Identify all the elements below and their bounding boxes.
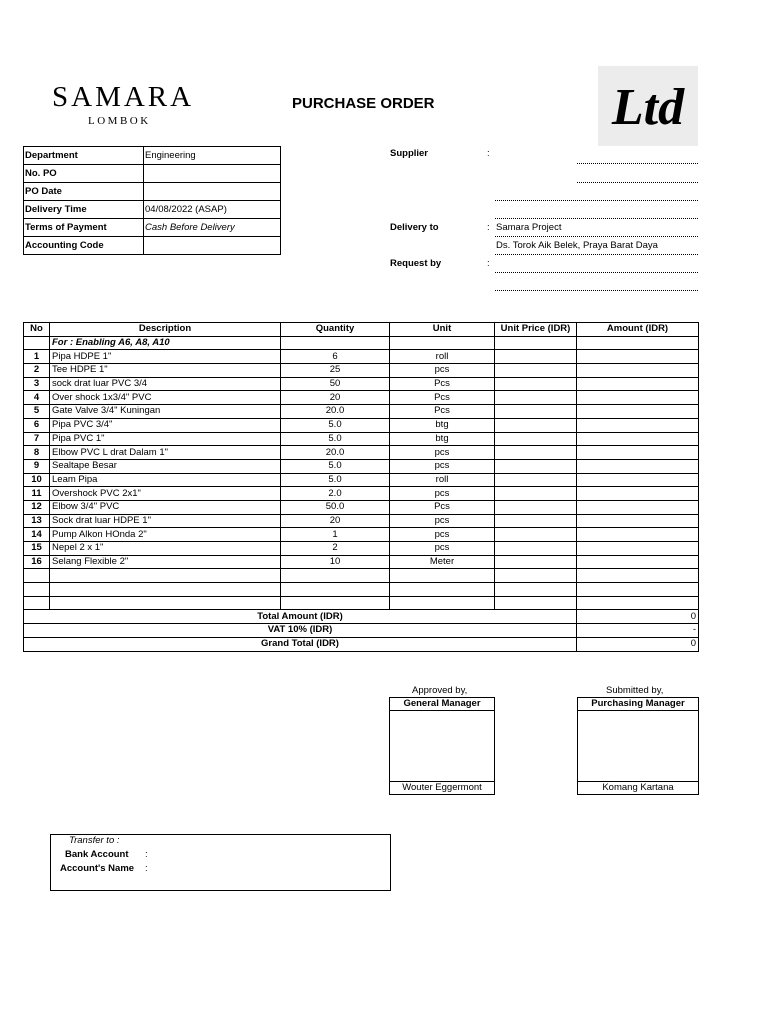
item-amount bbox=[577, 446, 699, 460]
item-unit-price bbox=[495, 350, 577, 364]
item-no: 13 bbox=[24, 514, 50, 528]
header-no: No bbox=[24, 323, 50, 337]
delivery-colon: : bbox=[487, 222, 490, 233]
supplier-label: Supplier bbox=[390, 148, 429, 159]
item-unit-price bbox=[495, 473, 577, 487]
info-row bbox=[24, 183, 281, 201]
info-label: Accounting Code bbox=[24, 237, 144, 255]
table-cell bbox=[281, 336, 390, 350]
header-unit: Unit bbox=[390, 323, 495, 337]
table-cell bbox=[495, 569, 577, 583]
item-quantity: 25 bbox=[281, 364, 390, 378]
supplier-line-4 bbox=[495, 218, 698, 219]
page-title: PURCHASE ORDER bbox=[292, 95, 435, 112]
item-quantity: 2.0 bbox=[281, 487, 390, 501]
approver-name: Wouter Eggermont bbox=[390, 781, 494, 794]
info-label: Delivery Time bbox=[24, 201, 144, 219]
account-name-label: Account's Name bbox=[60, 863, 135, 874]
table-cell bbox=[495, 596, 577, 610]
bank-account-colon: : bbox=[145, 849, 148, 860]
item-quantity: 20 bbox=[281, 514, 390, 528]
item-unit-price bbox=[495, 555, 577, 569]
table-row bbox=[24, 364, 699, 378]
item-quantity: 5.0 bbox=[281, 459, 390, 473]
item-quantity: 1 bbox=[281, 528, 390, 542]
project-subheader: For : Enabling A6, A8, A10 bbox=[50, 336, 281, 350]
table-row bbox=[24, 473, 699, 487]
item-amount bbox=[577, 514, 699, 528]
item-unit: pcs bbox=[390, 514, 495, 528]
item-description: Elbow PVC L drat Dalam 1" bbox=[50, 446, 281, 460]
item-unit: roll bbox=[390, 350, 495, 364]
supplier-line-1 bbox=[577, 163, 698, 164]
table-cell bbox=[390, 583, 495, 597]
header-unit-price: Unit Price (IDR) bbox=[495, 323, 577, 337]
item-amount bbox=[577, 391, 699, 405]
item-description: Pump Alkon HOnda 2" bbox=[50, 528, 281, 542]
table-cell bbox=[50, 569, 281, 583]
request-dotline-1 bbox=[495, 272, 698, 273]
item-no: 9 bbox=[24, 459, 50, 473]
request-dotline-2 bbox=[495, 290, 698, 291]
item-unit: btg bbox=[390, 432, 495, 446]
item-no: 4 bbox=[24, 391, 50, 405]
item-unit: pcs bbox=[390, 459, 495, 473]
item-amount bbox=[577, 350, 699, 364]
item-unit-price bbox=[495, 514, 577, 528]
table-cell bbox=[24, 596, 50, 610]
table-cell bbox=[390, 569, 495, 583]
table-cell bbox=[577, 336, 699, 350]
transfer-box bbox=[50, 834, 391, 891]
table-row bbox=[24, 350, 699, 364]
info-label: Department bbox=[24, 147, 144, 165]
bank-account-label: Bank Account bbox=[65, 849, 129, 860]
item-description: sock drat luar PVC 3/4 bbox=[50, 377, 281, 391]
table-cell bbox=[577, 569, 699, 583]
total-value: - bbox=[577, 624, 699, 638]
item-amount bbox=[577, 473, 699, 487]
approver-title: General Manager bbox=[390, 698, 494, 711]
table-row bbox=[24, 377, 699, 391]
header-description: Description bbox=[50, 323, 281, 337]
item-no: 6 bbox=[24, 418, 50, 432]
item-unit: Pcs bbox=[390, 405, 495, 419]
item-amount bbox=[577, 377, 699, 391]
submission-box bbox=[577, 697, 699, 795]
total-row bbox=[24, 624, 699, 638]
table-cell bbox=[577, 583, 699, 597]
info-value: Engineering bbox=[144, 147, 281, 165]
item-quantity: 5.0 bbox=[281, 473, 390, 487]
item-no: 14 bbox=[24, 528, 50, 542]
item-unit-price bbox=[495, 542, 577, 556]
header-quantity: Quantity bbox=[281, 323, 390, 337]
table-row bbox=[24, 487, 699, 501]
item-unit: Pcs bbox=[390, 377, 495, 391]
item-description: Pipa PVC 3/4" bbox=[50, 418, 281, 432]
item-description: Tee HDPE 1" bbox=[50, 364, 281, 378]
item-no: 16 bbox=[24, 555, 50, 569]
table-row bbox=[24, 391, 699, 405]
table-cell bbox=[390, 596, 495, 610]
brand-logo-text: Ltd bbox=[611, 79, 685, 136]
item-no: 3 bbox=[24, 377, 50, 391]
brand-logo-icon bbox=[598, 66, 698, 146]
item-no: 7 bbox=[24, 432, 50, 446]
table-cell bbox=[24, 336, 50, 350]
submitted-caption: Submitted by, bbox=[606, 685, 664, 696]
item-description: Gate Valve 3/4" Kuningan bbox=[50, 405, 281, 419]
item-amount bbox=[577, 364, 699, 378]
total-row bbox=[24, 637, 699, 651]
item-description: Over shock 1x3/4" PVC bbox=[50, 391, 281, 405]
item-quantity: 20.0 bbox=[281, 446, 390, 460]
item-unit-price bbox=[495, 528, 577, 542]
info-label: PO Date bbox=[24, 183, 144, 201]
empty-row bbox=[24, 596, 699, 610]
delivery-dotline-1 bbox=[495, 236, 698, 237]
total-label: VAT 10% (IDR) bbox=[24, 624, 577, 638]
item-amount bbox=[577, 500, 699, 514]
table-row bbox=[24, 514, 699, 528]
items-table bbox=[23, 322, 699, 652]
item-no: 2 bbox=[24, 364, 50, 378]
item-description: Leam Pipa bbox=[50, 473, 281, 487]
info-row bbox=[24, 237, 281, 255]
item-description: Sock drat luar HDPE 1" bbox=[50, 514, 281, 528]
item-unit: pcs bbox=[390, 446, 495, 460]
item-amount bbox=[577, 487, 699, 501]
supplier-colon: : bbox=[487, 148, 490, 159]
item-unit-price bbox=[495, 446, 577, 460]
item-unit: Pcs bbox=[390, 500, 495, 514]
empty-row bbox=[24, 583, 699, 597]
table-row bbox=[24, 446, 699, 460]
item-description: Overshock PVC 2x1" bbox=[50, 487, 281, 501]
item-no: 5 bbox=[24, 405, 50, 419]
item-unit-price bbox=[495, 500, 577, 514]
info-row bbox=[24, 219, 281, 237]
item-unit: Pcs bbox=[390, 391, 495, 405]
item-description: Elbow 3/4" PVC bbox=[50, 500, 281, 514]
item-quantity: 50 bbox=[281, 377, 390, 391]
table-cell bbox=[495, 583, 577, 597]
table-row bbox=[24, 542, 699, 556]
item-no: 10 bbox=[24, 473, 50, 487]
item-unit: pcs bbox=[390, 364, 495, 378]
item-unit-price bbox=[495, 377, 577, 391]
account-name-colon: : bbox=[145, 863, 148, 874]
request-colon: : bbox=[487, 258, 490, 269]
request-label: Request by bbox=[390, 258, 442, 269]
total-label: Total Amount (IDR) bbox=[24, 610, 577, 624]
item-unit-price bbox=[495, 432, 577, 446]
total-value: 0 bbox=[577, 610, 699, 624]
table-row bbox=[24, 528, 699, 542]
submitter-title: Purchasing Manager bbox=[578, 698, 698, 711]
item-description: Nepel 2 x 1" bbox=[50, 542, 281, 556]
item-quantity: 50.0 bbox=[281, 500, 390, 514]
item-amount bbox=[577, 542, 699, 556]
table-row bbox=[24, 459, 699, 473]
item-unit-price bbox=[495, 418, 577, 432]
header-amount: Amount (IDR) bbox=[577, 323, 699, 337]
total-label: Grand Total (IDR) bbox=[24, 637, 577, 651]
info-value: Cash Before Delivery bbox=[144, 219, 281, 237]
table-cell bbox=[24, 583, 50, 597]
total-row bbox=[24, 610, 699, 624]
table-row bbox=[24, 432, 699, 446]
item-quantity: 20 bbox=[281, 391, 390, 405]
info-row bbox=[24, 147, 281, 165]
info-value bbox=[144, 165, 281, 183]
info-value: 04/08/2022 (ASAP) bbox=[144, 201, 281, 219]
item-no: 8 bbox=[24, 446, 50, 460]
delivery-dotline-2 bbox=[495, 254, 698, 255]
item-no: 12 bbox=[24, 500, 50, 514]
table-row bbox=[24, 418, 699, 432]
info-value bbox=[144, 237, 281, 255]
delivery-line-2: Ds. Torok Aik Belek, Praya Barat Daya bbox=[496, 240, 658, 251]
delivery-label: Delivery to bbox=[390, 222, 439, 233]
table-cell bbox=[24, 569, 50, 583]
table-cell bbox=[495, 336, 577, 350]
info-label: No. PO bbox=[24, 165, 144, 183]
item-quantity: 2 bbox=[281, 542, 390, 556]
table-cell bbox=[50, 583, 281, 597]
table-cell bbox=[577, 596, 699, 610]
supplier-line-3 bbox=[495, 200, 698, 201]
submitter-name: Komang Kartana bbox=[578, 781, 698, 794]
item-unit-price bbox=[495, 405, 577, 419]
info-label: Terms of Payment bbox=[24, 219, 144, 237]
table-cell bbox=[390, 336, 495, 350]
company-logo-name: SAMARA bbox=[52, 81, 195, 113]
item-unit-price bbox=[495, 364, 577, 378]
brand-logo bbox=[598, 66, 698, 146]
table-cell bbox=[281, 596, 390, 610]
table-row bbox=[24, 555, 699, 569]
item-description: Pipa PVC 1" bbox=[50, 432, 281, 446]
item-amount bbox=[577, 555, 699, 569]
item-quantity: 5.0 bbox=[281, 432, 390, 446]
item-unit: Meter bbox=[390, 555, 495, 569]
company-logo-subtitle: LOMBOK bbox=[88, 115, 151, 127]
delivery-line-1: Samara Project bbox=[496, 222, 562, 233]
approval-box bbox=[389, 697, 495, 795]
item-amount bbox=[577, 528, 699, 542]
subheader-row bbox=[24, 336, 699, 350]
item-amount bbox=[577, 432, 699, 446]
item-unit-price bbox=[495, 391, 577, 405]
item-unit: btg bbox=[390, 418, 495, 432]
item-amount bbox=[577, 418, 699, 432]
item-unit: roll bbox=[390, 473, 495, 487]
item-unit: pcs bbox=[390, 487, 495, 501]
item-no: 1 bbox=[24, 350, 50, 364]
item-quantity: 5.0 bbox=[281, 418, 390, 432]
po-info-table bbox=[23, 146, 281, 255]
item-quantity: 6 bbox=[281, 350, 390, 364]
item-unit-price bbox=[495, 459, 577, 473]
item-no: 15 bbox=[24, 542, 50, 556]
supplier-line-2 bbox=[577, 182, 698, 183]
item-amount bbox=[577, 405, 699, 419]
approved-caption: Approved by, bbox=[412, 685, 468, 696]
table-cell bbox=[281, 569, 390, 583]
item-quantity: 20.0 bbox=[281, 405, 390, 419]
item-unit: pcs bbox=[390, 542, 495, 556]
info-value bbox=[144, 183, 281, 201]
table-row bbox=[24, 500, 699, 514]
item-description: Selang Flexible 2" bbox=[50, 555, 281, 569]
item-quantity: 10 bbox=[281, 555, 390, 569]
info-row bbox=[24, 201, 281, 219]
item-unit-price bbox=[495, 487, 577, 501]
item-description: Sealtape Besar bbox=[50, 459, 281, 473]
item-description: Pipa HDPE 1" bbox=[50, 350, 281, 364]
empty-row bbox=[24, 569, 699, 583]
info-row bbox=[24, 165, 281, 183]
item-unit: pcs bbox=[390, 528, 495, 542]
total-value: 0 bbox=[577, 637, 699, 651]
table-cell bbox=[50, 596, 281, 610]
table-cell bbox=[281, 583, 390, 597]
item-no: 11 bbox=[24, 487, 50, 501]
table-row bbox=[24, 405, 699, 419]
transfer-title: Transfer to : bbox=[69, 835, 120, 846]
item-amount bbox=[577, 459, 699, 473]
